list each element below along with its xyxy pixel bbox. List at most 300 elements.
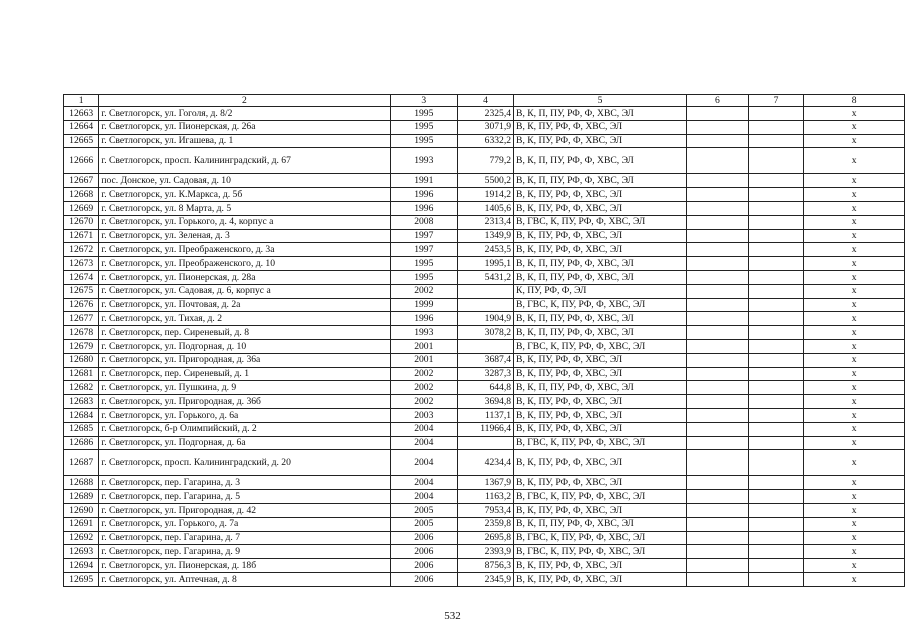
address-cell: г. Светлогорск, ул. Подгорная, д. 6а <box>99 436 390 450</box>
utilities-cell: В, К, ПУ, РФ, Ф, ХВС, ЭЛ <box>514 243 687 257</box>
area-cell: 8756,3 <box>458 559 514 573</box>
column-7-cell <box>748 353 803 367</box>
column-7-cell <box>748 188 803 202</box>
area-cell: 3287,3 <box>458 367 514 381</box>
area-cell: 2313,4 <box>458 215 514 229</box>
table-row <box>64 188 905 202</box>
column-8-cell: х <box>804 134 905 148</box>
area-cell <box>458 436 514 450</box>
column-7-cell <box>748 531 803 545</box>
column-8-cell: х <box>804 450 905 476</box>
table-row <box>64 531 905 545</box>
area-cell <box>458 284 514 298</box>
column-7-cell <box>748 490 803 504</box>
column-7-cell <box>748 572 803 586</box>
table-row <box>64 257 905 271</box>
column-7-cell <box>748 395 803 409</box>
table-row <box>64 174 905 188</box>
column-8-cell: х <box>804 490 905 504</box>
utilities-cell: В, К, ПУ, РФ, Ф, ХВС, ЭЛ <box>514 367 687 381</box>
address-cell: г. Светлогорск, ул. Пионерская, д. 28а <box>99 270 390 284</box>
utilities-cell: В, К, ПУ, РФ, Ф, ХВС, ЭЛ <box>514 450 687 476</box>
year-cell: 1991 <box>390 174 458 188</box>
year-cell: 2004 <box>390 450 458 476</box>
address-cell: г. Светлогорск, ул. Подгорная, д. 10 <box>99 339 390 353</box>
area-cell: 1914,2 <box>458 188 514 202</box>
address-cell: г. Светлогорск, ул. Зеленая, д. 3 <box>99 229 390 243</box>
row-number-cell: 12673 <box>64 257 99 271</box>
address-cell: г. Светлогорск, ул. Горького, д. 7а <box>99 517 390 531</box>
utilities-cell: В, К, П, ПУ, РФ, Ф, ХВС, ЭЛ <box>514 107 687 121</box>
address-cell: г. Светлогорск, ул. Горького, д. 6а <box>99 408 390 422</box>
column-6-cell <box>687 188 749 202</box>
column-7-cell <box>748 545 803 559</box>
column-6-cell <box>687 422 749 436</box>
year-cell: 2004 <box>390 490 458 504</box>
column-8-cell: х <box>804 353 905 367</box>
utilities-cell: В, К, П, ПУ, РФ, Ф, ХВС, ЭЛ <box>514 174 687 188</box>
row-number-cell: 12691 <box>64 517 99 531</box>
column-7-cell <box>748 134 803 148</box>
column-8-cell: х <box>804 107 905 121</box>
area-cell: 7953,4 <box>458 503 514 517</box>
table-row <box>64 270 905 284</box>
utilities-cell: В, К, ПУ, РФ, Ф, ХВС, ЭЛ <box>514 120 687 134</box>
column-7-cell <box>748 422 803 436</box>
header-cell-4: 4 <box>458 95 514 107</box>
table-row <box>64 326 905 340</box>
column-7-cell <box>748 120 803 134</box>
table-row <box>64 476 905 490</box>
column-8-cell: х <box>804 517 905 531</box>
column-8-cell: х <box>804 215 905 229</box>
utilities-cell: В, К, ПУ, РФ, Ф, ХВС, ЭЛ <box>514 134 687 148</box>
table-row <box>64 436 905 450</box>
year-cell: 2008 <box>390 215 458 229</box>
column-8-cell: х <box>804 298 905 312</box>
row-number-cell: 12689 <box>64 490 99 504</box>
column-7-cell <box>748 174 803 188</box>
row-number-cell: 12666 <box>64 148 99 174</box>
area-cell: 1405,6 <box>458 201 514 215</box>
table-row <box>64 339 905 353</box>
column-8-cell: х <box>804 312 905 326</box>
table-row <box>64 215 905 229</box>
table-row <box>64 312 905 326</box>
column-8-cell: х <box>804 229 905 243</box>
column-6-cell <box>687 559 749 573</box>
year-cell: 2005 <box>390 503 458 517</box>
year-cell: 1997 <box>390 243 458 257</box>
row-number-cell: 12668 <box>64 188 99 202</box>
column-8-cell: х <box>804 188 905 202</box>
table-row <box>64 148 905 174</box>
column-8-cell: х <box>804 257 905 271</box>
utilities-cell: В, К, П, ПУ, РФ, Ф, ХВС, ЭЛ <box>514 270 687 284</box>
row-number-cell: 12671 <box>64 229 99 243</box>
header-cell-8: 8 <box>804 95 905 107</box>
column-6-cell <box>687 229 749 243</box>
column-7-cell <box>748 201 803 215</box>
year-cell: 2004 <box>390 436 458 450</box>
column-7-cell <box>748 107 803 121</box>
table-row <box>64 490 905 504</box>
header-cell-7: 7 <box>748 95 803 107</box>
column-7-cell <box>748 270 803 284</box>
header-cell-1: 1 <box>64 95 99 107</box>
column-6-cell <box>687 326 749 340</box>
row-number-cell: 12681 <box>64 367 99 381</box>
address-cell: г. Светлогорск, пер. Сиреневый, д. 1 <box>99 367 390 381</box>
area-cell: 6332,2 <box>458 134 514 148</box>
utilities-cell: В, ГВС, К, ПУ, РФ, Ф, ХВС, ЭЛ <box>514 215 687 229</box>
row-number-cell: 12664 <box>64 120 99 134</box>
column-7-cell <box>748 517 803 531</box>
table-row <box>64 395 905 409</box>
column-6-cell <box>687 503 749 517</box>
column-6-cell <box>687 531 749 545</box>
row-number-cell: 12677 <box>64 312 99 326</box>
column-8-cell: х <box>804 572 905 586</box>
header-cell-5: 5 <box>514 95 687 107</box>
column-8-cell: х <box>804 559 905 573</box>
area-cell: 1137,1 <box>458 408 514 422</box>
column-7-cell <box>748 243 803 257</box>
address-cell: г. Светлогорск, пер. Гагарина, д. 9 <box>99 545 390 559</box>
table-row <box>64 422 905 436</box>
address-cell: г. Светлогорск, ул. Аптечная, д. 8 <box>99 572 390 586</box>
column-8-cell: х <box>804 148 905 174</box>
area-cell: 1995,1 <box>458 257 514 271</box>
utilities-cell: В, ГВС, К, ПУ, РФ, Ф, ХВС, ЭЛ <box>514 339 687 353</box>
year-cell: 2004 <box>390 422 458 436</box>
column-8-cell: х <box>804 174 905 188</box>
column-8-cell: х <box>804 422 905 436</box>
utilities-cell: В, К, ПУ, РФ, Ф, ХВС, ЭЛ <box>514 353 687 367</box>
year-cell: 2002 <box>390 367 458 381</box>
table-row <box>64 298 905 312</box>
table-row <box>64 353 905 367</box>
area-cell: 3687,4 <box>458 353 514 367</box>
column-6-cell <box>687 545 749 559</box>
year-cell: 2002 <box>390 284 458 298</box>
utilities-cell: В, ГВС, К, ПУ, РФ, Ф, ХВС, ЭЛ <box>514 436 687 450</box>
column-7-cell <box>748 381 803 395</box>
address-cell: г. Светлогорск, ул. Преображенского, д. 3а <box>99 243 390 257</box>
utilities-cell: В, К, ПУ, РФ, Ф, ХВС, ЭЛ <box>514 422 687 436</box>
table-row <box>64 134 905 148</box>
column-6-cell <box>687 395 749 409</box>
row-number-cell: 12678 <box>64 326 99 340</box>
row-number-cell: 12675 <box>64 284 99 298</box>
year-cell: 2006 <box>390 559 458 573</box>
table-body <box>64 107 905 587</box>
utilities-cell: В, К, ПУ, РФ, Ф, ХВС, ЭЛ <box>514 395 687 409</box>
address-cell: г. Светлогорск, просп. Калининградский, д. 67 <box>99 148 390 174</box>
column-7-cell <box>748 436 803 450</box>
utilities-cell: В, К, П, ПУ, РФ, Ф, ХВС, ЭЛ <box>514 257 687 271</box>
header-cell-3: 3 <box>390 95 458 107</box>
row-number-cell: 12674 <box>64 270 99 284</box>
row-number-cell: 12695 <box>64 572 99 586</box>
row-number-cell: 12667 <box>64 174 99 188</box>
table-row <box>64 201 905 215</box>
column-8-cell: х <box>804 436 905 450</box>
area-cell: 3694,8 <box>458 395 514 409</box>
utilities-cell: В, К, ПУ, РФ, Ф, ХВС, ЭЛ <box>514 201 687 215</box>
row-number-cell: 12665 <box>64 134 99 148</box>
area-cell: 644,8 <box>458 381 514 395</box>
column-7-cell <box>748 326 803 340</box>
address-cell: г. Светлогорск, ул. Горького, д. 4, корпус а <box>99 215 390 229</box>
column-8-cell: х <box>804 545 905 559</box>
utilities-cell: К, ПУ, РФ, Ф, ЭЛ <box>514 284 687 298</box>
address-cell: г. Светлогорск, ул. Преображенского, д. 10 <box>99 257 390 271</box>
row-number-cell: 12672 <box>64 243 99 257</box>
year-cell: 1999 <box>390 298 458 312</box>
address-cell: г. Светлогорск, ул. Пионерская, д. 26а <box>99 120 390 134</box>
year-cell: 2002 <box>390 381 458 395</box>
area-cell: 2453,5 <box>458 243 514 257</box>
column-6-cell <box>687 476 749 490</box>
column-7-cell <box>748 559 803 573</box>
row-number-cell: 12694 <box>64 559 99 573</box>
utilities-cell: В, К, П, ПУ, РФ, Ф, ХВС, ЭЛ <box>514 312 687 326</box>
row-number-cell: 12687 <box>64 450 99 476</box>
address-cell: г. Светлогорск, ул. Пригородная, д. 42 <box>99 503 390 517</box>
address-cell: г. Светлогорск, ул. 8 Марта, д. 5 <box>99 201 390 215</box>
column-8-cell: х <box>804 395 905 409</box>
header-cell-6: 6 <box>687 95 749 107</box>
year-cell: 1997 <box>390 229 458 243</box>
utilities-cell: В, ГВС, К, ПУ, РФ, Ф, ХВС, ЭЛ <box>514 490 687 504</box>
year-cell: 2003 <box>390 408 458 422</box>
column-6-cell <box>687 381 749 395</box>
column-8-cell: х <box>804 339 905 353</box>
address-cell: г. Светлогорск, ул. К.Маркса, д. 5б <box>99 188 390 202</box>
row-number-cell: 12686 <box>64 436 99 450</box>
column-6-cell <box>687 408 749 422</box>
column-7-cell <box>748 339 803 353</box>
year-cell: 2006 <box>390 572 458 586</box>
address-cell: г. Светлогорск, ул. Почтовая, д. 2а <box>99 298 390 312</box>
area-cell <box>458 339 514 353</box>
year-cell: 1995 <box>390 120 458 134</box>
utilities-cell: В, К, П, ПУ, РФ, Ф, ХВС, ЭЛ <box>514 381 687 395</box>
column-6-cell <box>687 572 749 586</box>
row-number-cell: 12680 <box>64 353 99 367</box>
column-7-cell <box>748 503 803 517</box>
row-number-cell: 12685 <box>64 422 99 436</box>
year-cell: 2005 <box>390 517 458 531</box>
row-number-cell: 12692 <box>64 531 99 545</box>
column-6-cell <box>687 298 749 312</box>
column-8-cell: х <box>804 408 905 422</box>
utilities-cell: В, К, ПУ, РФ, Ф, ХВС, ЭЛ <box>514 188 687 202</box>
year-cell: 1995 <box>390 270 458 284</box>
year-cell: 2006 <box>390 545 458 559</box>
table-row <box>64 408 905 422</box>
column-6-cell <box>687 450 749 476</box>
area-cell: 2325,4 <box>458 107 514 121</box>
table-row <box>64 503 905 517</box>
column-8-cell: х <box>804 243 905 257</box>
year-cell: 1995 <box>390 107 458 121</box>
column-6-cell <box>687 367 749 381</box>
row-number-cell: 12693 <box>64 545 99 559</box>
column-6-cell <box>687 243 749 257</box>
address-cell: г. Светлогорск, ул. Пригородная, д. 36а <box>99 353 390 367</box>
utilities-cell: В, К, П, ПУ, РФ, Ф, ХВС, ЭЛ <box>514 517 687 531</box>
utilities-cell: В, К, ПУ, РФ, Ф, ХВС, ЭЛ <box>514 503 687 517</box>
address-cell: г. Светлогорск, ул. Игашева, д. 1 <box>99 134 390 148</box>
utilities-cell: В, К, ПУ, РФ, Ф, ХВС, ЭЛ <box>514 408 687 422</box>
row-number-cell: 12669 <box>64 201 99 215</box>
column-7-cell <box>748 298 803 312</box>
utilities-cell: В, К, П, ПУ, РФ, Ф, ХВС, ЭЛ <box>514 148 687 174</box>
utilities-cell: В, К, ПУ, РФ, Ф, ХВС, ЭЛ <box>514 476 687 490</box>
row-number-cell: 12663 <box>64 107 99 121</box>
address-cell: г. Светлогорск, ул. Пушкина, д. 9 <box>99 381 390 395</box>
year-cell: 1995 <box>390 257 458 271</box>
year-cell: 1995 <box>390 134 458 148</box>
address-cell: г. Светлогорск, пер. Гагарина, д. 3 <box>99 476 390 490</box>
row-number-cell: 12670 <box>64 215 99 229</box>
table-row <box>64 381 905 395</box>
column-6-cell <box>687 436 749 450</box>
column-8-cell: х <box>804 367 905 381</box>
column-7-cell <box>748 215 803 229</box>
column-8-cell: х <box>804 120 905 134</box>
address-cell: пос. Донское, ул. Садовая, д. 10 <box>99 174 390 188</box>
year-cell: 2001 <box>390 353 458 367</box>
column-7-cell <box>748 284 803 298</box>
year-cell: 2006 <box>390 531 458 545</box>
column-8-cell: х <box>804 326 905 340</box>
year-cell: 1993 <box>390 326 458 340</box>
column-8-cell: х <box>804 284 905 298</box>
utilities-cell: В, К, ПУ, РФ, Ф, ХВС, ЭЛ <box>514 559 687 573</box>
address-cell: г. Светлогорск, ул. Гоголя, д. 8/2 <box>99 107 390 121</box>
utilities-cell: В, К, П, ПУ, РФ, Ф, ХВС, ЭЛ <box>514 326 687 340</box>
utilities-cell: В, К, ПУ, РФ, Ф, ХВС, ЭЛ <box>514 229 687 243</box>
year-cell: 2002 <box>390 395 458 409</box>
area-cell: 4234,4 <box>458 450 514 476</box>
column-6-cell <box>687 215 749 229</box>
year-cell: 1993 <box>390 148 458 174</box>
column-7-cell <box>748 408 803 422</box>
area-cell: 1367,9 <box>458 476 514 490</box>
column-6-cell <box>687 257 749 271</box>
table-row <box>64 450 905 476</box>
area-cell: 3078,2 <box>458 326 514 340</box>
header-cell-2: 2 <box>99 95 390 107</box>
column-6-cell <box>687 270 749 284</box>
column-8-cell: х <box>804 503 905 517</box>
table-row <box>64 120 905 134</box>
header-row <box>64 95 905 107</box>
column-8-cell: х <box>804 476 905 490</box>
area-cell: 5431,2 <box>458 270 514 284</box>
column-6-cell <box>687 174 749 188</box>
row-number-cell: 12684 <box>64 408 99 422</box>
table-row <box>64 284 905 298</box>
table-row <box>64 545 905 559</box>
column-6-cell <box>687 339 749 353</box>
table-row <box>64 367 905 381</box>
column-8-cell: х <box>804 270 905 284</box>
year-cell: 1996 <box>390 201 458 215</box>
column-7-cell <box>748 257 803 271</box>
column-6-cell <box>687 148 749 174</box>
column-6-cell <box>687 353 749 367</box>
table-row <box>64 229 905 243</box>
table-row <box>64 107 905 121</box>
column-8-cell: х <box>804 381 905 395</box>
table-row <box>64 517 905 531</box>
address-cell: г. Светлогорск, ул. Садовая, д. 6, корпус а <box>99 284 390 298</box>
area-cell: 2345,9 <box>458 572 514 586</box>
year-cell: 2004 <box>390 476 458 490</box>
area-cell: 11966,4 <box>458 422 514 436</box>
year-cell: 2001 <box>390 339 458 353</box>
utilities-cell: В, ГВС, К, ПУ, РФ, Ф, ХВС, ЭЛ <box>514 298 687 312</box>
table-header <box>64 95 905 107</box>
row-number-cell: 12682 <box>64 381 99 395</box>
address-cell: г. Светлогорск, ул. Пионерская, д. 18б <box>99 559 390 573</box>
housing-register-table <box>63 94 905 587</box>
table-row <box>64 559 905 573</box>
table-row <box>64 243 905 257</box>
area-cell: 2393,9 <box>458 545 514 559</box>
column-6-cell <box>687 201 749 215</box>
row-number-cell: 12679 <box>64 339 99 353</box>
area-cell: 2695,8 <box>458 531 514 545</box>
column-7-cell <box>748 312 803 326</box>
column-7-cell <box>748 148 803 174</box>
row-number-cell: 12676 <box>64 298 99 312</box>
area-cell: 1349,9 <box>458 229 514 243</box>
row-number-cell: 12690 <box>64 503 99 517</box>
column-8-cell: х <box>804 531 905 545</box>
area-cell: 779,2 <box>458 148 514 174</box>
address-cell: г. Светлогорск, ул. Тихая, д. 2 <box>99 312 390 326</box>
address-cell: г. Светлогорск, пер. Гагарина, д. 5 <box>99 490 390 504</box>
address-cell: г. Светлогорск, ул. Пригородная, д. 36б <box>99 395 390 409</box>
area-cell <box>458 298 514 312</box>
utilities-cell: В, К, ПУ, РФ, Ф, ХВС, ЭЛ <box>514 572 687 586</box>
area-cell: 2359,8 <box>458 517 514 531</box>
column-6-cell <box>687 284 749 298</box>
utilities-cell: В, ГВС, К, ПУ, РФ, Ф, ХВС, ЭЛ <box>514 545 687 559</box>
column-8-cell: х <box>804 201 905 215</box>
area-cell: 1904,9 <box>458 312 514 326</box>
year-cell: 1996 <box>390 312 458 326</box>
area-cell: 1163,2 <box>458 490 514 504</box>
address-cell: г. Светлогорск, просп. Калининградский, д. 20 <box>99 450 390 476</box>
area-cell: 3071,9 <box>458 120 514 134</box>
address-cell: г. Светлогорск, пер. Гагарина, д. 7 <box>99 531 390 545</box>
utilities-cell: В, ГВС, К, ПУ, РФ, Ф, ХВС, ЭЛ <box>514 531 687 545</box>
column-6-cell <box>687 490 749 504</box>
address-cell: г. Светлогорск, пер. Сиреневый, д. 8 <box>99 326 390 340</box>
page-number: 532 <box>444 610 461 622</box>
table-row <box>64 572 905 586</box>
column-7-cell <box>748 450 803 476</box>
column-6-cell <box>687 312 749 326</box>
year-cell: 1996 <box>390 188 458 202</box>
column-6-cell <box>687 134 749 148</box>
